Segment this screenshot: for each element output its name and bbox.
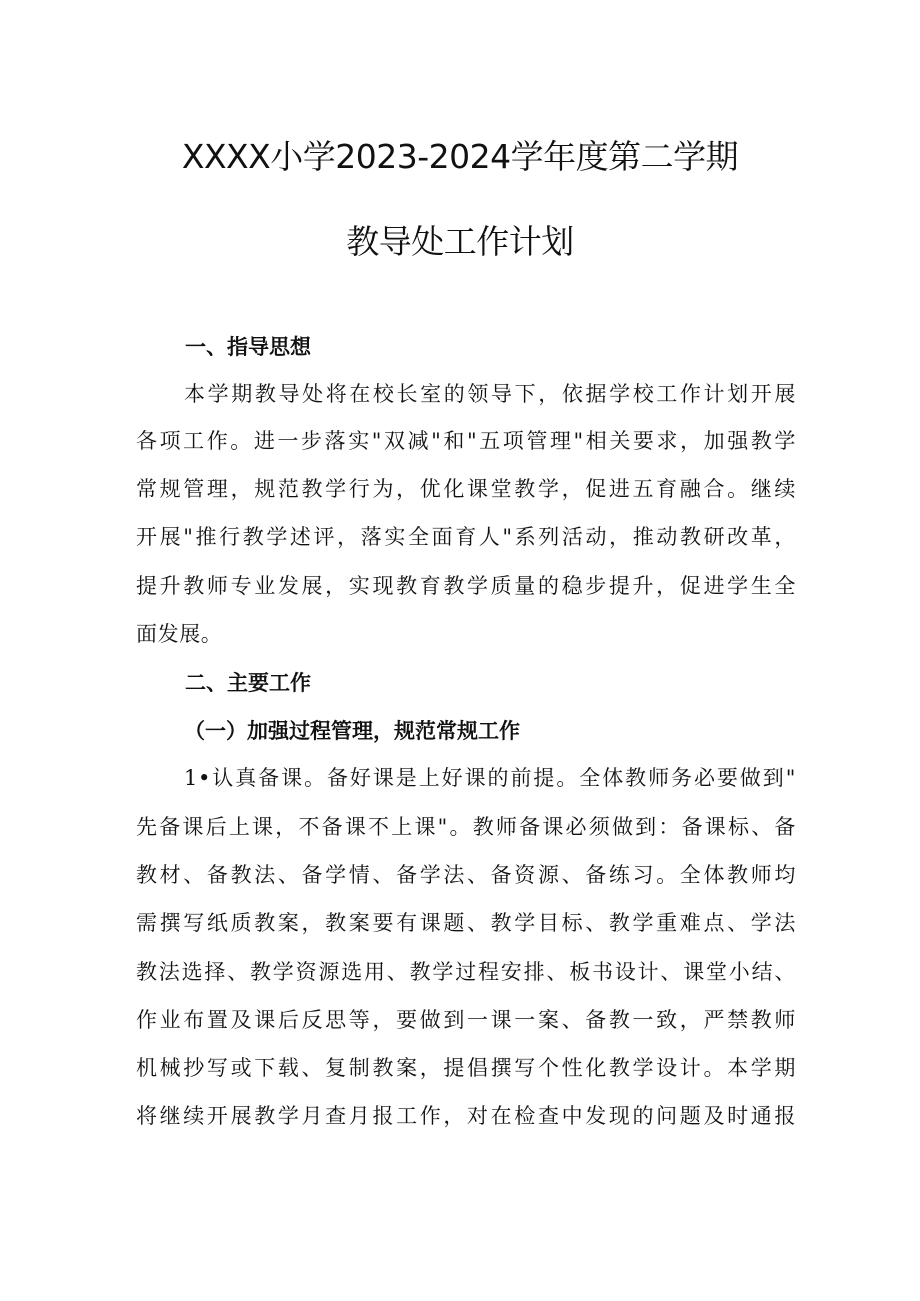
paragraph-line: 教材、备教法、备学情、备学法、备资源、备练习。全体教师均	[136, 863, 796, 887]
document-title-line-2: 教导处工作计划	[346, 222, 574, 261]
paragraph-line: 本学期教导处将在校长室的领导下，依据学校工作计划开展	[184, 382, 796, 406]
document-title-line-1: XXXX小学2023-2024学年度第二学期	[181, 137, 739, 176]
paragraph-line: 常规管理，规范教学行为，优化课堂教学，促进五育融合。继续	[136, 477, 796, 501]
paragraph-line: 需撰写纸质教案，教案要有课题、教学目标、教学重难点、学法	[136, 911, 796, 935]
paragraph-line: 机械抄写或下载、复制教案，提倡撰写个性化教学设计。本学期	[136, 1056, 796, 1080]
paragraph-line: 1•认真备课。备好课是上好课的前提。全体教师务必要做到"	[184, 766, 796, 790]
paragraph-line: 各项工作。进一步落实"双减"和"五项管理"相关要求，加强教学	[136, 429, 796, 453]
section-heading-main-work: 二、主要工作	[185, 671, 311, 695]
paragraph-line: 先备课后上课，不备课不上课"。教师备课必须做到：备课标、备	[136, 815, 796, 839]
paragraph-line: 将继续开展教学月查月报工作，对在检查中发现的问题及时通报	[136, 1104, 796, 1128]
section-heading-guiding-ideology: 一、指导思想	[185, 335, 311, 359]
paragraph-line: 开展"推行教学述评，落实全面育人"系列活动，推动教研改革，	[136, 525, 796, 549]
paragraph-line: 提升教师专业发展，实现教育教学质量的稳步提升，促进学生全	[136, 574, 796, 598]
paragraph-line: 面发展。	[136, 622, 223, 646]
subsection-heading-process-management: （一）加强过程管理，规范常规工作	[184, 719, 520, 743]
paragraph-line: 作业布置及课后反思等，要做到一课一案、备教一致，严禁教师	[136, 1008, 796, 1032]
paragraph-line: 教法选择、教学资源选用、教学过程安排、板书设计、课堂小结、	[136, 960, 796, 984]
